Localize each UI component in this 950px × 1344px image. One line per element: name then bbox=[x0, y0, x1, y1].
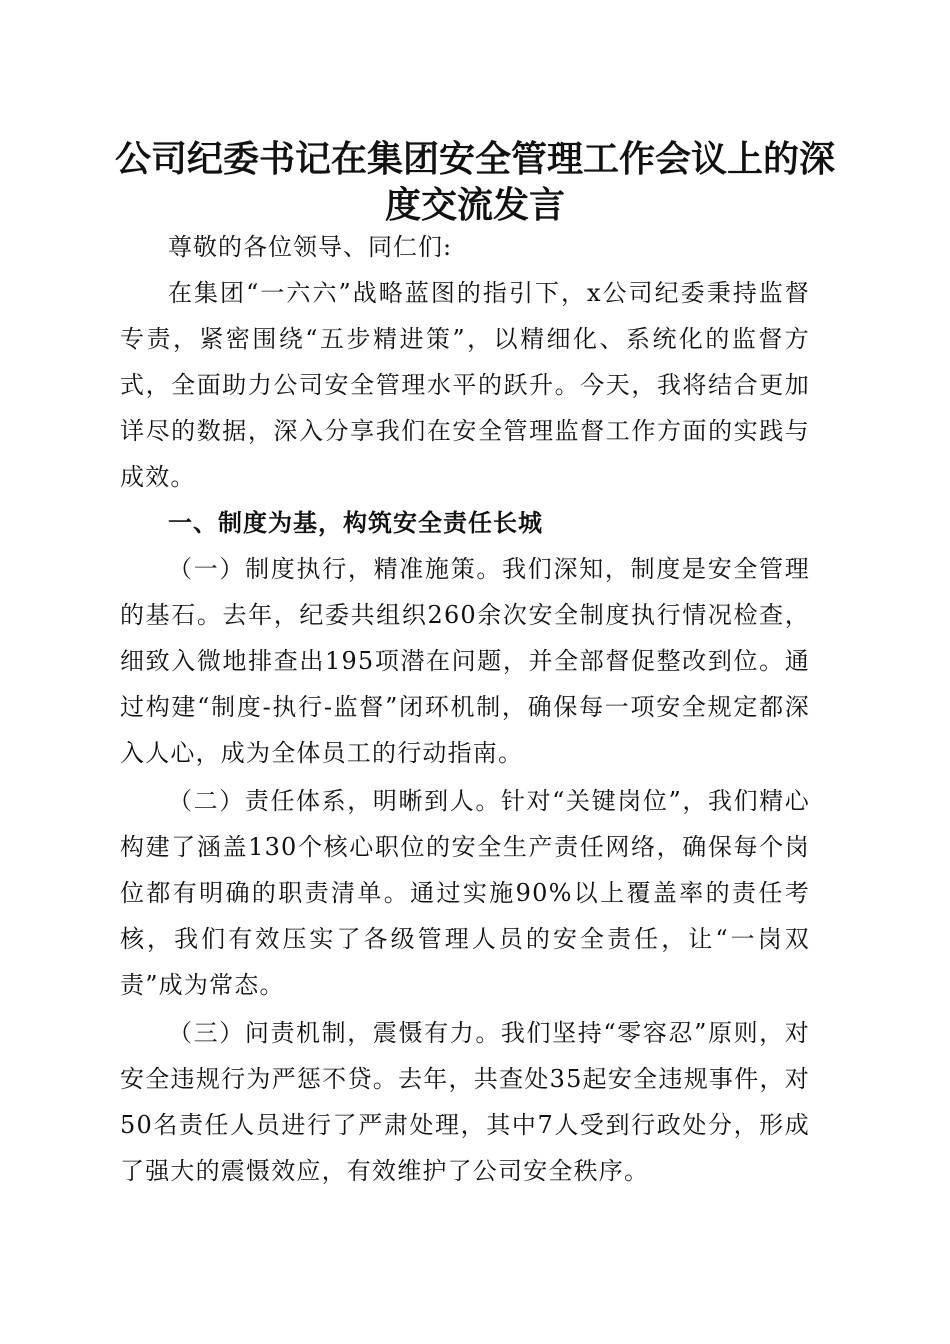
section-heading: 一、制度为基，构筑安全责任长城 bbox=[168, 509, 543, 537]
section-paragraph-3: （三）问责机制，震慑有力。我们坚持“零容忍”原则，对安全违规行为严惩不贷。去年，共查处35起安全违规事件，对50名责任人员进行了严肃处理，其中7人受到行政处分，形成了强大的震慑效应，有效维护了公司安全秩序。 bbox=[120, 1019, 810, 1185]
section-paragraph-1: （一）制度执行，精准施策。我们深知，制度是安全管理的基石。去年，纪委共组织260余次安全制度执行情况检查，细致入微地排查出195项潜在问题，并全部督促整改到位。通过构建“制度-执行-监督”闭环机制，确保每一项安全规定都深入人心，成为全体员工的行动指南。 bbox=[120, 555, 810, 767]
intro-paragraph: 在集团“一六六”战略蓝图的指引下，x公司纪委秉持监督专责，紧密围绕“五步精进策”，以精细化、系统化的监督方式，全面助力公司安全管理水平的跃升。今天，我将结合更加详尽的数据，深入分享我们在安全管理监督工作方面的实践与成效。 bbox=[120, 279, 810, 491]
document-title: 公司纪委书记在集团安全管理工作会议上的深度交流发言 bbox=[114, 138, 835, 226]
salutation: 尊敬的各位领导、同仁们: bbox=[168, 233, 453, 261]
document-body bbox=[120, 224, 810, 1194]
section-paragraph-2: （二）责任体系，明晰到人。针对“关键岗位”，我们精心构建了涵盖130个核心职位的安全生产责任网络，确保每个岗位都有明确的职责清单。通过实施90%以上覆盖率的责任考核，我们有效压实了各级管理人员的安全责任，让“一岗双责”成为常态。 bbox=[120, 787, 810, 999]
